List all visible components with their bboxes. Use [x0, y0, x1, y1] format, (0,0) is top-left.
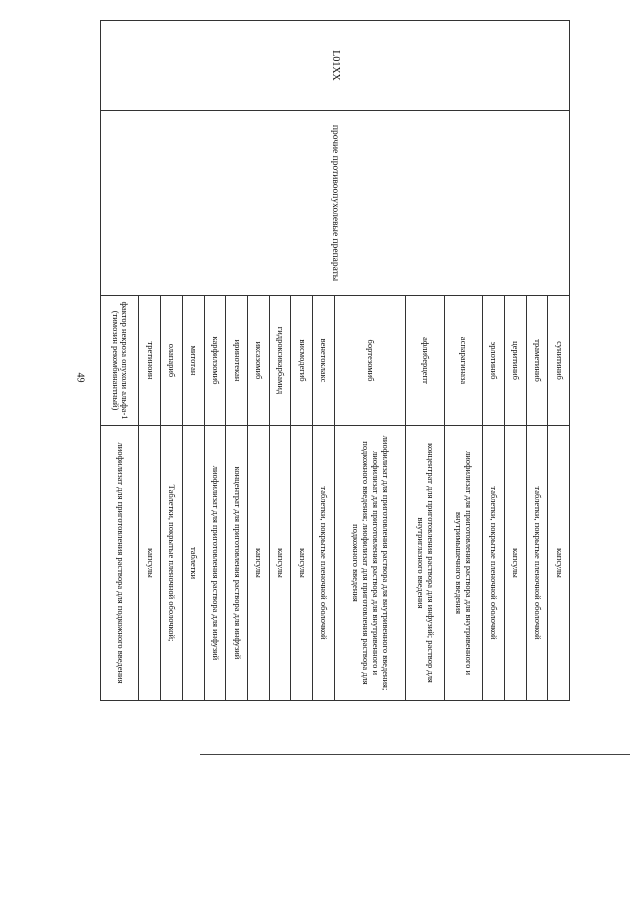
rotated-table-page [100, 20, 570, 700]
drug-name-cell: венетоклакс [313, 296, 335, 426]
dosage-form-cell: концентрат для приготовления раствора для инфузий [226, 426, 248, 701]
drug-name-cell: третиноин [139, 296, 161, 426]
drug-name-cell: траметиниб [526, 296, 548, 426]
drug-name-cell: фактор некроза опухоли альфа-1 (тимозин рекомбинантный) [101, 296, 139, 426]
page-number: 49 [74, 372, 86, 383]
dosage-form-cell: капсулы [139, 426, 161, 701]
dosage-form-cell: концентрат для приготовления раствора для инфузий; раствор для внутриглазного введения [406, 426, 444, 701]
dosage-form-cell: лиофилизат для приготовления раствора для инфузий [204, 426, 226, 701]
group-name-cell: прочие противоопухолевые препараты [101, 111, 570, 296]
drug-name-cell: аспарагиназа [444, 296, 482, 426]
dosage-form-cell: капсулы [548, 426, 570, 701]
dosage-form-cell: капсулы [504, 426, 526, 701]
drug-name-cell: карфилзомиб [204, 296, 226, 426]
dosage-form-cell: таблетки, покрытые пленочной оболочкой [313, 426, 335, 701]
drug-table [100, 20, 570, 701]
drug-name-cell: висмодегиб [291, 296, 313, 426]
dosage-form-cell: капсулы [248, 426, 270, 701]
drug-name-cell: олапариб [161, 296, 183, 426]
drug-name-cell: сунитиниб [548, 296, 570, 426]
dosage-form-cell: капсулы [291, 426, 313, 701]
dosage-form-cell: капсулы [269, 426, 291, 701]
dosage-form-cell: таблетки [182, 426, 204, 701]
footer-rule [200, 754, 630, 755]
drug-name-cell: иринотекан [226, 296, 248, 426]
dosage-form-cell: таблетки, покрытые пленочной оболочкой [483, 426, 505, 701]
drug-name-cell: бортезомиб [334, 296, 406, 426]
drug-name-cell: гидроксикарбамид [269, 296, 291, 426]
drug-name-cell: афлиберцепт [406, 296, 444, 426]
drug-name-cell: митотан [182, 296, 204, 426]
dosage-form-cell: лиофилизат для приготовления раствора для подкожного введения [101, 426, 139, 701]
dosage-form-cell: таблетки, покрытые пленочной оболочкой [526, 426, 548, 701]
drug-name-cell: церитиниб [504, 296, 526, 426]
dosage-form-cell: лиофилизат для приготовления раствора для внутривенного и внутримышечного введения [444, 426, 482, 701]
dosage-form-cell: Таблетки, покрытые пленочной оболочкой; [161, 426, 183, 701]
atc-code-cell: L01XX [101, 21, 570, 111]
drug-name-cell: иксазомиб [248, 296, 270, 426]
drug-name-cell: эрлотиниб [483, 296, 505, 426]
dosage-form-cell: лиофилизат для приготовления раствора для внутривенного введения; лиофилизат для приготовления раствора для внутривенного и подкожного введения; лиофилизат для приготовления раствора для подкожного введения [334, 426, 406, 701]
table-row [548, 21, 570, 701]
